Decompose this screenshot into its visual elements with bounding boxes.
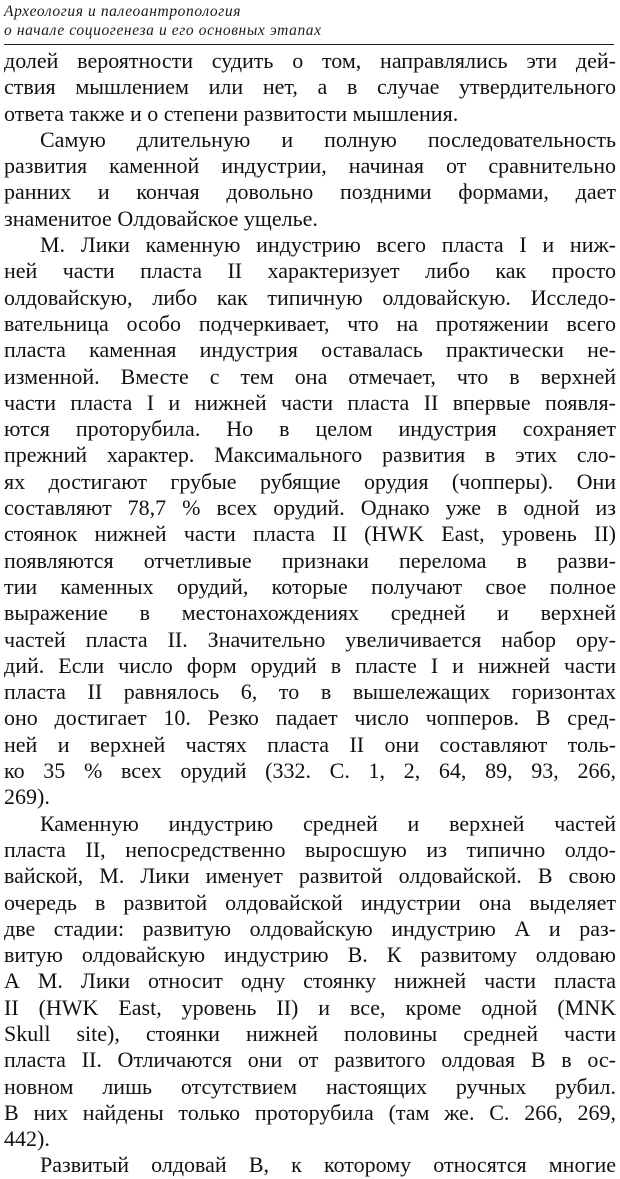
text-line: Самую длительную и полную последовательность (40, 126, 616, 152)
text-line: прежний характер. Максимального развития в этих сло- (4, 442, 616, 468)
text-line: тии каменных орудий, которые получают свое полное (4, 573, 616, 599)
body-text (4, 48, 616, 1179)
text-line: В них найдены только проторубила (там же. С. 266, 269, (4, 1099, 616, 1125)
text-line: вательница особо подчеркивает, что на протяжении всего (4, 310, 616, 336)
text-line: М. Лики каменную индустрию всего пласта I и ниж- (40, 232, 616, 258)
text-line: части пласта I и нижней части пласта II впервые появля- (4, 389, 616, 415)
text-line: стоянок нижней части пласта II (HWK East, уровень II) (4, 521, 616, 547)
text-line: ко 35 % всех орудий (332. С. 1, 2, 64, 89, 93, 266, (4, 758, 616, 784)
running-head (4, 2, 584, 40)
text-line: пласта II. Отличаются они от развитого олдовая В в ос- (4, 1047, 616, 1073)
text-line: Развитый олдовай В, к которому относятся многие (40, 1152, 616, 1178)
text-line: ствия мышлением или нет, а в случае утвердительного (4, 74, 616, 100)
text-line: оно достигает 10. Резко падает число чопперов. В сред- (4, 705, 616, 731)
text-line: ях достигают грубые рубящие орудия (чопперы). Они (4, 468, 616, 494)
text-line: олдовайскую, либо как типичную олдовайскую. Исследо- (4, 284, 616, 310)
text-line: пласта каменная индустрия оставалась практически не- (4, 337, 616, 363)
text-line: пласта II, непосредственно выросшую из типично олдо- (4, 836, 616, 862)
running-head-line-2: о начале социогенеза и его основных этапах (4, 22, 322, 39)
text-line: вайской, М. Лики именует развитой олдовайской. В свою (4, 863, 616, 889)
text-line: дий. Если число форм орудий в пласте I и нижней части (4, 652, 616, 678)
text-line: ней и верхней частях пласта II они составляют толь- (4, 731, 616, 757)
text-line: II (HWK East, уровень II) и все, кроме одной (MNK (4, 994, 616, 1020)
text-line: пласта II равнялось 6, то в вышележащих горизонтах (4, 679, 616, 705)
text-line: ней части пласта II характеризует либо как просто (4, 258, 616, 284)
text-line: 269). (4, 784, 50, 810)
text-line: ответа также и о степени развитости мышления. (4, 100, 459, 126)
text-line: появляются отчетливые признаки перелома в разви- (4, 547, 616, 573)
text-line: знаменитое Олдовайское ущелье. (4, 205, 318, 231)
text-line: Skull site), стоянки нижней половины средней части (4, 1020, 616, 1046)
text-line: две стадии: развитую олдовайскую индустрию А и раз- (4, 915, 616, 941)
header-rule (4, 44, 614, 45)
text-line: частей пласта II. Значительно увеличивается набор ору- (4, 626, 616, 652)
text-line: выражение в местонахождениях средней и верхней (4, 600, 616, 626)
text-line: развития каменной индустрии, начиная от сравнительно (4, 153, 616, 179)
running-head-line-1: Археология и палеоантропология (4, 3, 242, 20)
text-line: долей вероятности судить о том, направлялись эти дей- (4, 48, 616, 73)
text-line: А М. Лики относит одну стоянку нижней части пласта (4, 968, 616, 994)
text-line: очередь в развитой олдовайской индустрии она выделяет (4, 889, 616, 915)
text-line: Каменную индустрию средней и верхней частей (40, 810, 616, 836)
text-line: ранних и кончая довольно поздними формами, дает (4, 179, 616, 205)
text-line: ются проторубила. Но в целом индустрия сохраняет (4, 416, 616, 442)
text-line: изменной. Вместе с тем она отмечает, что в верхней (4, 363, 616, 389)
text-line: составляют 78,7 % всех орудий. Однако уже в одной из (4, 495, 616, 521)
text-line: 442). (4, 1126, 50, 1152)
text-line: новном лишь отсутствием настоящих ручных рубил. (4, 1073, 616, 1099)
text-line: витую олдовайскую индустрию В. К развитому олдоваю (4, 942, 616, 968)
